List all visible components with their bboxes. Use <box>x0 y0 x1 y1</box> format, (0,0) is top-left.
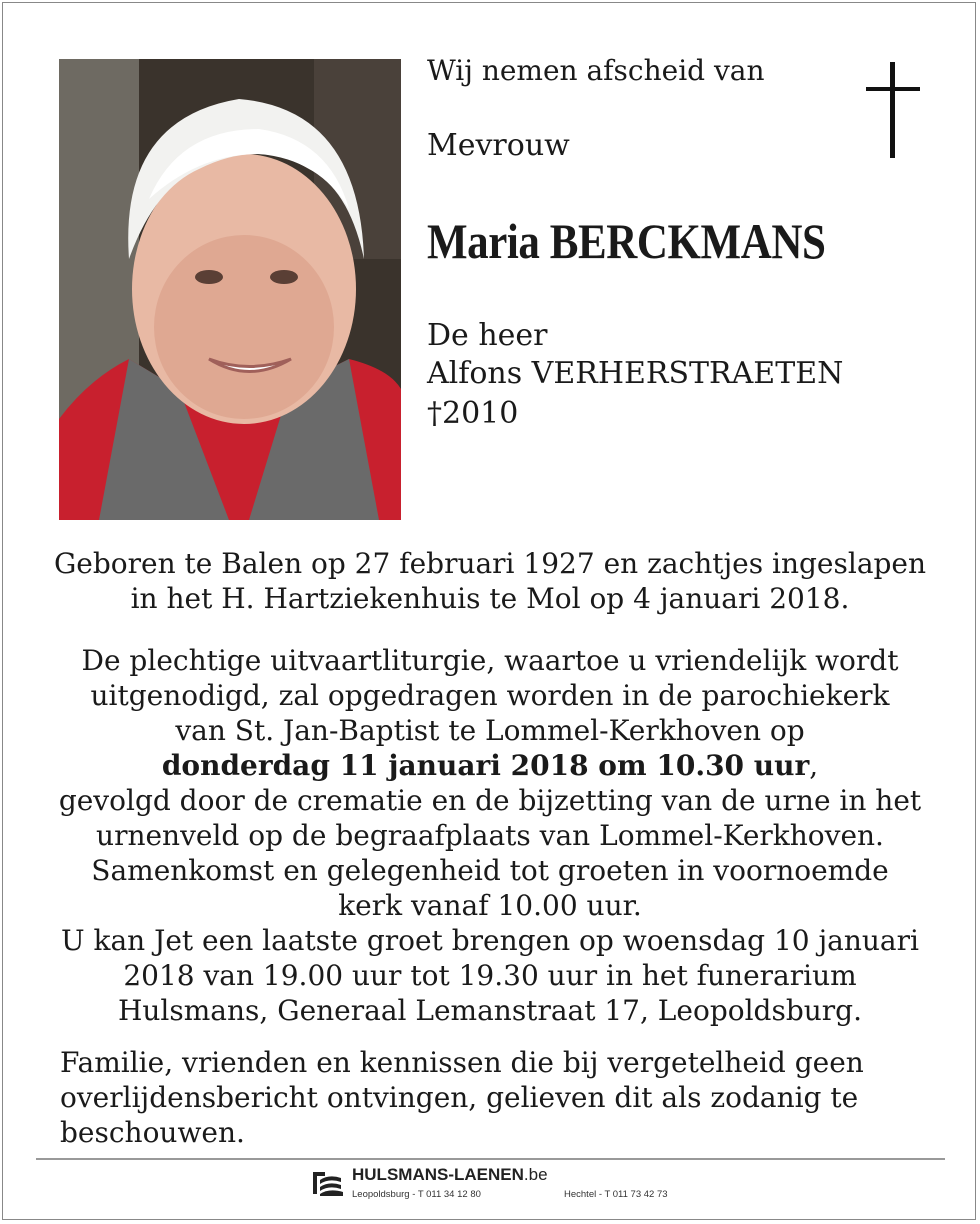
funeral-date-suffix: , <box>809 749 819 782</box>
funeral-line: U kan Jet een laatste groet brengen op woensdag 10 januari <box>61 924 919 957</box>
portrait-photo <box>59 59 401 520</box>
birth-line: Geboren te Balen op 27 februari 1927 en zachtjes ingeslapen <box>53 547 927 580</box>
funeral-date-line <box>40 748 940 783</box>
title-text: Mevrouw <box>427 128 570 163</box>
hulsmans-logo-icon <box>311 1168 345 1198</box>
birth-paragraph <box>40 546 940 616</box>
funeral-line: uitgenodigd, zal opgedragen worden in de parochiekerk <box>90 679 890 712</box>
funeral-line: De plechtige uitvaartliturgie, waartoe u vriendelijk wordt <box>81 644 899 677</box>
funeral-line: van St. Jan-Baptist te Lommel-Kerkhoven op <box>175 714 805 747</box>
closing-line: overlijdensbericht ontvingen, gelieven dit als zodanig te <box>60 1081 859 1114</box>
closing-paragraph <box>60 1045 940 1150</box>
funeral-line: kerk vanaf 10.00 uur. <box>338 889 642 922</box>
funeral-line: gevolgd door de crematie en de bijzetting van de urne in het <box>58 784 922 817</box>
cross-icon <box>866 62 920 158</box>
funeral-line: Samenkomst en gelegenheid tot groeten in voornoemde <box>91 854 889 887</box>
spouse-title: De heer <box>427 318 548 353</box>
birth-line: in het H. Hartziekenhuis te Mol op 4 januari 2018. <box>130 582 850 615</box>
footer-divider <box>36 1158 945 1160</box>
brand-domain: .be <box>523 1165 548 1184</box>
footer-brand <box>352 1165 548 1185</box>
brand-name: HULSMANS-LAENEN <box>352 1165 524 1184</box>
funeral-line: 2018 van 19.00 uur tot 19.30 uur in het funerarium <box>123 959 857 992</box>
spouse-death-year: †2010 <box>427 396 519 431</box>
spouse-name: Alfons VERHERSTRAETEN <box>427 356 844 391</box>
contact-hechtel: Hechtel - T 011 73 42 73 <box>564 1189 668 1200</box>
closing-line: beschouwen. <box>60 1116 245 1149</box>
deceased-name: Maria BERCKMANS <box>427 213 826 269</box>
funeral-paragraph <box>40 643 940 1028</box>
funeral-line: urnenveld op de begraafplaats van Lommel-Kerkhoven. <box>96 819 884 852</box>
funeral-line: Hulsmans, Generaal Lemanstraat 17, Leopoldsburg. <box>117 994 863 1027</box>
closing-line: Familie, vrienden en kennissen die bij vergetelheid geen <box>60 1046 864 1079</box>
contact-leopoldsburg: Leopoldsburg - T 011 34 12 80 <box>352 1189 481 1200</box>
intro-text: Wij nemen afscheid van <box>427 54 765 87</box>
funeral-date: donderdag 11 januari 2018 om 10.30 uur <box>161 749 810 782</box>
